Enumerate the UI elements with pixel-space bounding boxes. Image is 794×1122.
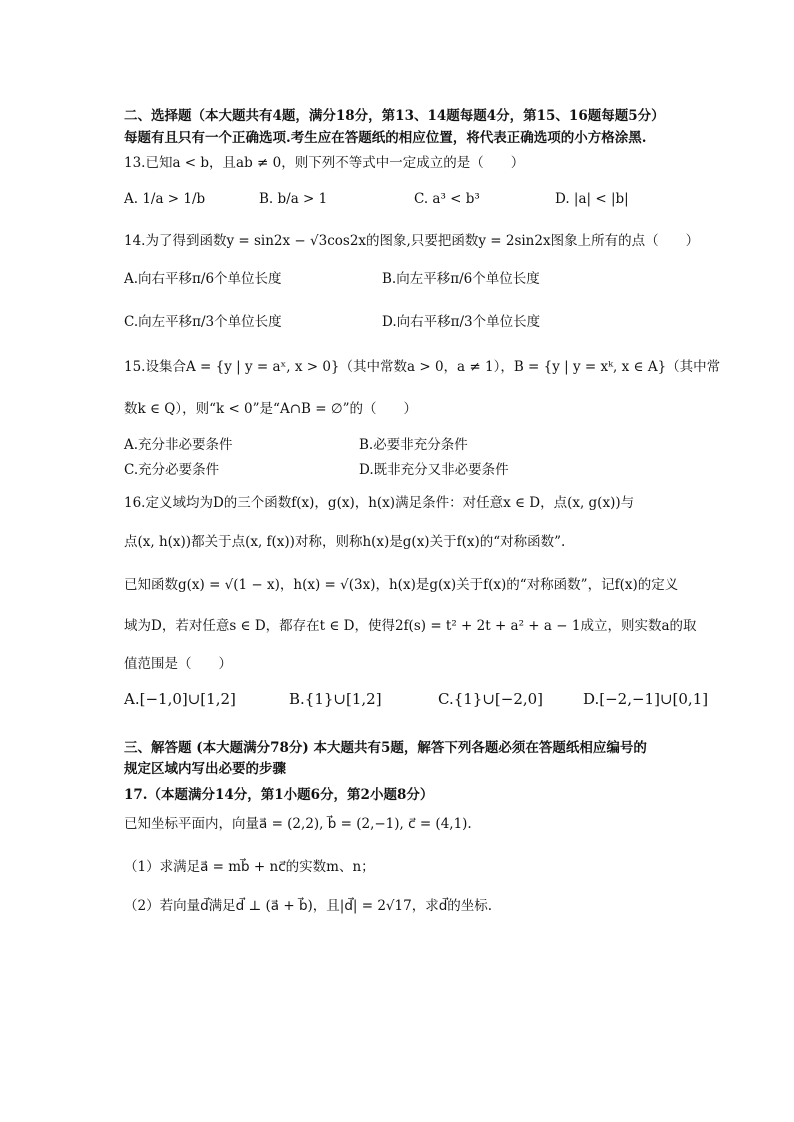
q15-stem-line1: 15.设集合A = {y | y = aˣ, x > 0}（其中常数a > 0，a ≠ 1），B = {y | y = xᵏ, x ∈ A}（其中常 (124, 359, 721, 375)
q16-line5: 值范围是（ ） (124, 656, 232, 672)
q15-option-b: B.必要非充分条件 (359, 437, 468, 453)
q16-option-d: D.[−2,−1]∪[0,1] (583, 690, 709, 708)
q17-part1: （1）求满足a⃗ = mb⃗ + nc⃗的实数m、n； (124, 859, 375, 875)
q16-line4: 域为D，若对任意s ∈ D，都存在t ∈ D，使得2f(s) = t² + 2t + a² + a − 1成立，则实数a的取 (124, 618, 697, 634)
section2-header-line2: 每题有且只有一个正确选项.考生应在答题纸的相应位置，将代表正确选项的小方格涂黑. (124, 130, 647, 146)
section3-header-line2: 规定区域内写出必要的步骤 (124, 761, 286, 777)
q15-option-c: C.充分必要条件 (124, 462, 220, 478)
q13-stem: 13.已知a < b，且ab ≠ 0，则下列不等式中一定成立的是（ ） (124, 155, 525, 171)
q16-option-b: B.{1}∪[1,2] (289, 690, 382, 708)
q13-option-a: A. 1/a > 1/b (124, 191, 206, 207)
q16-option-c: C.{1}∪[−2,0] (438, 690, 544, 708)
q15-stem-line2: 数k ∈ Q），则“k < 0”是“A∩B = ∅”的（ ） (124, 401, 417, 417)
q15-option-d: D.既非充分又非必要条件 (359, 462, 509, 478)
q14-option-a: A.向右平移π/6个单位长度 (124, 271, 282, 287)
q17-stem: 已知坐标平面内，向量a⃗ = (2,2), b⃗ = (2,−1), c⃗ = (4,1). (124, 816, 472, 832)
q13-option-c: C. a³ < b³ (414, 191, 480, 207)
section2-header-line1: 二、选择题（本大题共有4题，满分18分，第13、14题每题4分，第15、16题每题5分） (124, 108, 665, 124)
q16-line3: 已知函数g(x) = √(1 − x)，h(x) = √(3x)，h(x)是g(x)关于f(x)的“对称函数”，记f(x)的定义 (124, 577, 679, 593)
q17-title: 17.（本题满分14分，第1小题6分，第2小题8分） (124, 787, 434, 803)
q14-option-c: C.向左平移π/3个单位长度 (124, 314, 282, 330)
q17-part2: （2）若向量d⃗满足d⃗ ⊥ (a⃗ + b⃗)，且|d⃗| = 2√17，求d⃗的坐标. (124, 898, 493, 914)
q15-option-a: A.充分非必要条件 (124, 437, 233, 453)
q14-option-d: D.向右平移π/3个单位长度 (382, 314, 541, 330)
q14-option-b: B.向左平移π/6个单位长度 (382, 271, 540, 287)
section3-header-line1: 三、解答题 (本大题满分78分) 本大题共有5题，解答下列各题必须在答题纸相应编号的 (124, 740, 647, 756)
q16-option-a: A.[−1,0]∪[1,2] (124, 690, 236, 708)
q16-line2: 点(x, h(x))都关于点(x, f(x))对称，则称h(x)是g(x)关于f(x)的“对称函数”. (124, 534, 566, 550)
q16-line1: 16.定义域均为D的三个函数f(x)，g(x)，h(x)满足条件：对任意x ∈ D，点(x, g(x))与 (124, 495, 635, 511)
q13-option-b: B. b/a > 1 (259, 191, 328, 207)
q13-option-d: D. |a| < |b| (555, 191, 629, 207)
q14-stem: 14.为了得到函数y = sin2x − √3cos2x的图象,只要把函数y = 2sin2x图象上所有的点（ ） (124, 233, 700, 249)
